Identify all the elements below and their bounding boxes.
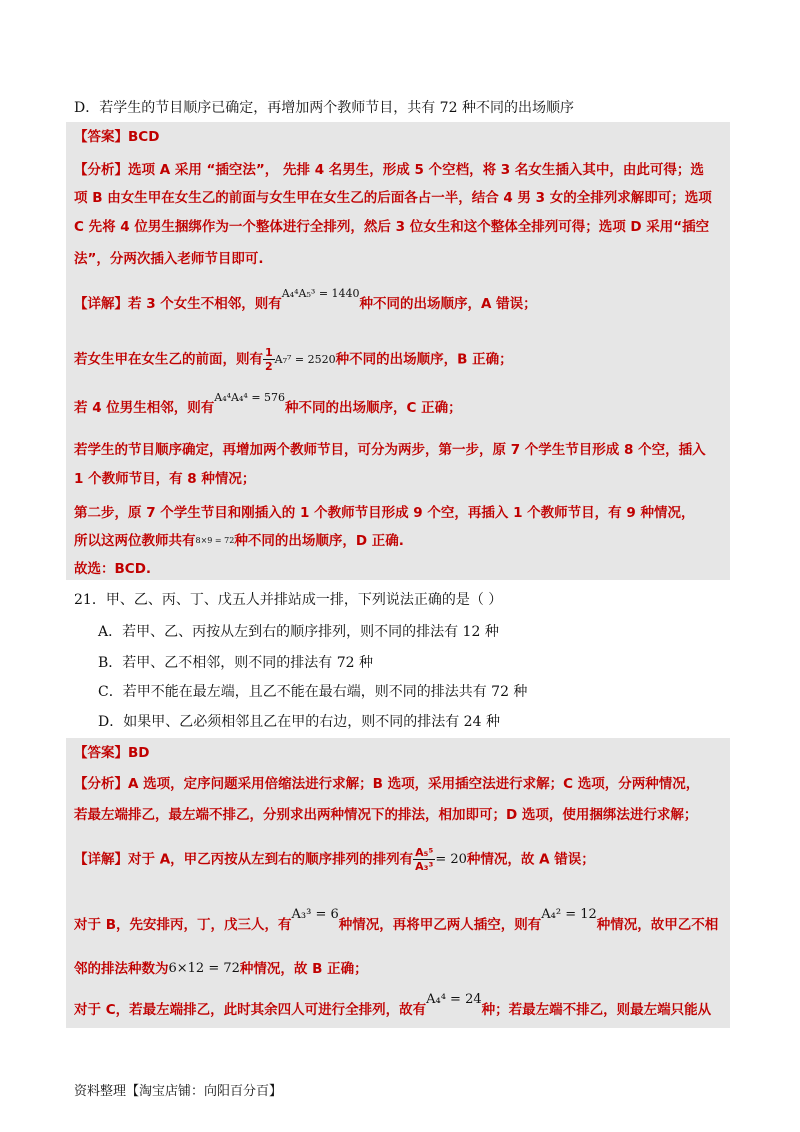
q21-detail-c-post: 种；若最左端不排乙，则最左端只能从 (481, 1002, 712, 1018)
q20-answer: 【答案】BCD (74, 129, 160, 145)
q21-detail-b (74, 907, 734, 935)
q20-detail-3-pre: 若 4 位男生相邻，则有 (74, 400, 215, 416)
fraction-numerator: A₅⁵ (415, 846, 434, 859)
q21-detail-a-post: 种情况，故 A 错误； (466, 851, 595, 868)
q21-detail-b-formula-2: A₄² = 12 (541, 907, 597, 922)
q21-detail-a (74, 846, 734, 873)
q20-detail-4d (74, 531, 734, 551)
q21-option-c: C．若甲不能在最左端，且乙不能在最右端，则不同的排法共有 72 种 (98, 684, 528, 700)
q20-detail-4d-pre: 所以这两位教师共有 (74, 533, 196, 549)
q20-detail-4c: 第二步，原 7 个学生节目和刚插入的 1 个教师节目形成 9 个空，再插入 1 个教师节目，有 9 种情况， (74, 505, 695, 521)
q20-detail-3 (74, 391, 734, 418)
q20-detail-4b: 1 个教师节目，有 8 种情况； (74, 471, 256, 487)
q20-detail-4d-post: 种不同的出场顺序，D 正确. (234, 533, 404, 549)
q21-option-a: A．若甲、乙、丙按从左到右的顺序排列，则不同的排法有 12 种 (98, 624, 499, 640)
q21-detail-b2-post: 种情况，故 B 正确； (239, 961, 368, 977)
page-footer: 资料整理【淘宝店铺：向阳百分百】 (74, 1084, 283, 1099)
q21-detail-a-eq: = 20 (435, 851, 467, 867)
q20-detail-3-post: 种不同的出场顺序，C 正确； (285, 400, 462, 416)
q20-detail-2 (74, 346, 734, 373)
q20-choose: 故选：BCD. (74, 561, 152, 577)
q20-analysis-line-1: 【分析】选项 A 采用 “插空法”， 先排 4 名男生，形成 5 个空档，将 3 名女生插入其中，由此可得；选 (74, 162, 704, 178)
q20-option-d: D．若学生的节目顺序已确定，再增加两个教师节目，共有 72 种不同的出场顺序 (74, 100, 574, 116)
q20-detail-3-formula: A₄⁴A₄⁴ = 576 (214, 391, 286, 404)
q20-detail-4d-formula: 8×9 = 72 (195, 536, 235, 545)
q21-option-d: D．如果甲、乙必须相邻且乙在甲的右边，则不同的排法有 24 种 (98, 714, 500, 730)
q20-detail-1 (74, 287, 734, 314)
q21-detail-a-pre: 【详解】对于 A，甲乙丙按从左到右的顺序排列的排列有 (74, 851, 414, 868)
fraction-denominator: A₃³ (415, 860, 434, 873)
q20-detail-4a: 若学生的节目顺序确定，再增加两个教师节目，可分为两步，第一步，原 7 个学生节目形成 8 个空，插入 (74, 442, 706, 458)
q21-detail-b-post: 种情况，故甲乙不相 (596, 917, 719, 933)
q21-option-b: B．若甲、乙不相邻，则不同的排法有 72 种 (98, 655, 374, 671)
q20-analysis-line-4: 法”，分两次插入老师节目即可. (74, 251, 264, 267)
q20-analysis-line-2: 项 B 由女生甲在女生乙的前面与女生甲在女生乙的后面各占一半，结合 4 男 3 女的全排列求解即可；选项 (74, 190, 712, 206)
q21-stem: 21．甲、乙、丙、丁、戊五人并排站成一排，下列说法正确的是（ ） (74, 592, 503, 608)
fraction-numerator: 1 (265, 346, 273, 359)
q21-detail-c (74, 992, 734, 1020)
q21-detail-c-formula: A₄⁴ = 24 (426, 992, 482, 1007)
q21-detail-b-pre: 对于 B，先安排丙，丁，戊三人，有 (74, 917, 292, 933)
q21-analysis-line-1: 【分析】A 选项，定序问题采用倍缩法进行求解；B 选项，采用插空法进行求解；C 选项，分两种情况， (74, 776, 700, 792)
q21-detail-b2-pre: 邻的排法种数为 (74, 961, 169, 977)
q20-detail-1-pre: 【详解】若 3 个女生不相邻，则有 (74, 296, 282, 312)
q21-answer: 【答案】BD (74, 745, 150, 761)
q20-detail-1-post: 种不同的出场顺序，A 错误； (359, 296, 537, 312)
q21-detail-b-formula-1: A₃³ = 6 (291, 907, 339, 922)
q20-analysis-line-3: C 先将 4 位男生捆绑作为一个整体进行全排列，然后 3 位女生和这个整体全排列可得；选项 D 采用“插空 (74, 219, 710, 235)
q20-detail-2-fraction (263, 346, 275, 373)
q21-detail-a-fraction (413, 846, 435, 873)
q21-analysis-line-2: 若最左端排乙，最左端不排乙，分别求出两种情况下的排法，相加即可；D 选项，使用捆绑法进行求解； (74, 807, 698, 823)
q21-detail-c-pre: 对于 C，若最左端排乙，此时其余四人可进行全排列，故有 (74, 1002, 427, 1018)
q20-detail-2-post: 种不同的出场顺序，B 正确； (335, 351, 513, 368)
q20-detail-2-formula: A₇⁷ = 2520 (274, 352, 336, 366)
fraction-denominator: 2 (265, 360, 273, 373)
q20-detail-1-formula: A₄⁴A₅³ = 1440 (281, 287, 360, 300)
q20-detail-2-pre: 若女生甲在女生乙的前面，则有 (74, 351, 263, 368)
q21-detail-b2-formula: 6×12 = 72 (168, 961, 240, 976)
q21-detail-b-mid: 种情况，再将甲乙两人插空，则有 (338, 917, 542, 933)
q21-detail-b2 (74, 959, 734, 979)
